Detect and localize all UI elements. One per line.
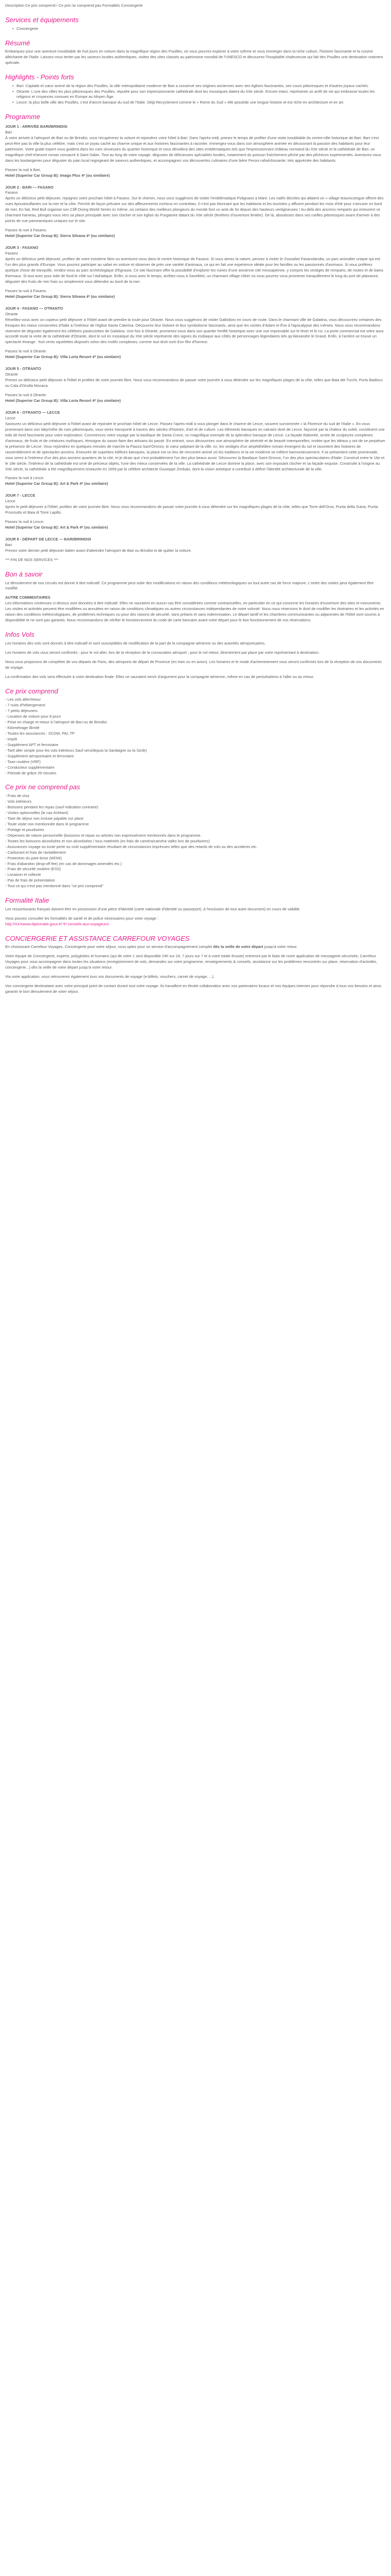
day-block: [5, 366, 386, 404]
day-text: Après un délicieux petit déjeuner, profitez de votre troisième libre ou aventurez-vous dans le centre historique de Fasano. Si vous aimez la nature, pensez à visiter le Zoosafari Fasanolandia, un parc animalier unique qui est l'un des plus grands d'Europe. Vous pourrez participer au safari en voiture et observer de près une variété d'animaux, ce qui en fait une expérience idéale pour les familles ou les passionnés d'animaux. Si vous préférez quelque chose de tranquille, rendez-vous au parc archéologique d'Egnazia. Ce site fascinant offre la possibilité d'explorer les ruines d'une ancienne cité messapienne, y compris les vestiges de remparts, de routes et de bains thermaux. Si tout avec pour toile de fond le côté sur l'Adriatique. Enfin, si vous avez le temps, arrêtez-vous à Savelletri, un charmant village côtier où vous pourrez vous promener tranquillement le long du port de plaisance, déguster des fruits de mer frais ou simplement vous détendre au bord de la mer.: [5, 257, 383, 284]
list-item: - Kilométrage illimité: [5, 725, 40, 730]
tab-navigation[interactable]: Description Ce prix comprend / Ce prix ne comprend pas Formalités Conciergerie: [5, 3, 143, 8]
day-place: Otrante: [5, 311, 18, 316]
list-item: - Toutes les assurances : SCDW, PAI, TP: [5, 731, 75, 736]
day-note: Passez la nuit à Lecce.: [5, 476, 45, 481]
day-title: JOUR 4 - FASANO — OTRANTO: [5, 306, 63, 311]
page: [0, 0, 391, 1009]
excludes-list: [5, 793, 386, 889]
list-item: - Supplément aéroportuaire et ferroviaire: [5, 753, 74, 758]
formalities-text: Vous pouvez consulter les formalités de santé et de police nécessaires pour votre voyage : http://XXXwww.diplomatie.gouv.fr/ fr/ conseils-aux-voyageurs/: [5, 916, 159, 926]
day-place: Bari: [5, 543, 12, 548]
list-item: - Dépenses de nature personnelle (boissons et repas ou articles non expressément mentionnés dans le programme.: [5, 833, 202, 838]
list-item: • Conciergerie: [12, 26, 386, 32]
excludes-title: Ce prix ne comprend pas: [5, 783, 80, 791]
services-title: Services et équipements: [5, 15, 79, 24]
includes-title: Ce prix comprend: [5, 687, 58, 695]
bon-a-savoir-text: Le déroulement de nos circuits est donné à titre indicatif. Ce programme peut subir des modifications en raison des conditions météorologiques ou tout autre cas de force majeure. L'ordre des visites peut également être modifié.: [5, 580, 374, 591]
list-item: - Toute visite non mentionnée dans le programme: [5, 821, 89, 826]
list-item: - Carburant et frais de ravitaillement: [5, 850, 66, 855]
day-hotel: Hotel (Superior Car Group B): Imago Plus 4* (ou similaire): [5, 173, 110, 178]
concierge-text: En choisissant Carrefour Voyages, Conciergerie pour votre séjour, vous optez pour un service d'accompagnement complet dès la veille de votre départ jusqu'à votre retour.: [5, 944, 298, 950]
day-title: JOUR 3 - FASANO: [5, 245, 39, 250]
other-comments-title: AUTRE COMMENTAIRES: [5, 595, 51, 600]
day-title: JOUR 7 - LECCE: [5, 493, 36, 498]
list-item: - Boissons pendant les repas (sauf indication contraire): [5, 804, 99, 809]
day-hotel: Hotel (Superior Car Group B): Art & Park 4* (ou similaire): [5, 525, 108, 530]
day-place: Otrante: [5, 372, 18, 377]
day-note: Passez la nuit à Lecce.: [5, 519, 45, 524]
day-hotel: Hotel (Superior Car Group B): Villa Loria Resort 4* (ou similaire): [5, 398, 121, 403]
list-item: • Bari: Capitale et cœur animé de la région des Pouilles, la ville métropolitaine moderne de Bari a conservé ses origines anciennes avec ses églises fascinantes, ses cours pittoresques et d'autres joyaux cachés.: [12, 83, 386, 89]
formalities-link[interactable]: http://XXXwww.diplomatie.gouv.fr/ fr/ conseils-aux-voyageurs/: [5, 921, 109, 926]
concierge-text: Votre équipe de Conciergerie, experts, polyglottes et humains (qui de votre 1 seul disponible 24h sur 24, 7 jours sur 7 et à votre totale écoute) entreront par le biais de notre application de messagerie sécurisée, Carrefour Voyages pour vous accompagner dans toutes les situations (enregistrement de vols, demandes sur votre programme, renseignements & conseils, assistance sur les problèmes rencontrés sur place, réservation d'activités, conciergerie...) dès la veille de votre départ jusqu'à votre retour.: [5, 954, 378, 970]
concierge-title: CONCIERGERIE ET ASSISTANCE CARREFOUR VOYAGES: [5, 934, 190, 942]
concierge-text: Via votre application, vous retrouverez également tous vos documents de voyage (e-billets, vouchers, carnet de voyage, ...).: [5, 974, 215, 979]
list-item: - Prise en charge et retour à l'aéroport de Bari ou de Brindisi: [5, 719, 107, 724]
formalities-text: Les ressortissants français doivent être en possession d'une pièce d'identité (carte nationale d'identité ou passeport), à l'exclusion de tout autre document) en cours de validité.: [5, 906, 301, 911]
services-list: [12, 26, 386, 32]
flight-info-text: Nous vous proposons de compléter de vos départs de Paris, des aéroports de départ de Province (en train ou en avion). Les horaires et le mode d'acheminement vous seront confirmés lors de la réception de vos documents de voyage.: [5, 659, 382, 670]
list-item: - Impôt: [5, 736, 17, 741]
list-item: - 7 petits déjeuners: [5, 708, 38, 714]
list-item: - Portage et pourboires: [5, 827, 44, 832]
day-block: [5, 306, 386, 361]
day-place: Fasano: [5, 190, 18, 195]
day-place: Lecce: [5, 499, 15, 504]
highlights-title: Highlights - Points forts: [5, 73, 74, 81]
list-item: • Otrante: L'une des villes les plus pittoresques des Pouilles, réputée pour son impressionnante cathédrale dont les mosaïques datent du XIIe siècle. Encore intact, représente un arrêt de vie qui embrasse toutes les religions et croyances connues en Europe au Moyen Âge.: [12, 89, 386, 100]
includes-list: [5, 697, 386, 776]
day-text: Prenez un délicieux petit déjeuner à l'hôtel et profitez de votre journée libre. Nous vous recommandons de passer votre journée à vous détendre sur les magnifiques plages de la côte, telles que Baia dei Turchi, Porto Badisco ou Cala d'Orsilla Monaca.: [5, 378, 383, 388]
resume-title: Résumé: [5, 39, 30, 47]
resume-text: Embarquez pour une aventure inoubliable de huit jours en voiture dans la magnifique région des Pouilles, où vous pourrez explorer à votre rythme et vous immerger dans la riche culture, l'histoire fascinante et la cuisine alléchante de l'Italie. Laissez-vous tenter par les saveurs locales authentiques, visitez des sites classés au patrimoine mondial de l'UNESCO et découvrez l'hospitalité chaleureuse qui fait des Pouilles une destination vraiment spéciale.: [5, 49, 383, 65]
list-item: - Frais de sécurité routière (ESS): [5, 867, 61, 872]
day-block: [5, 537, 386, 563]
list-item: - Toutes les boissons alcoolisées et non alcoolisées / tous matériels (ex frais de caméra/caméra vidéo lors de pourboires): [5, 838, 210, 843]
day-hotel: Hotel (Superior Car Group B): Sierra Silvana 4* (ou similaire): [5, 294, 115, 299]
day-block: [5, 493, 386, 531]
list-item: - Tout ce qui n'est pas mentionné dans "ce prix comprend": [5, 884, 104, 889]
day-title: JOUR 2 - BARI — FASANO: [5, 184, 54, 190]
day-hotel: Hotel (Superior Car Group B): Art & Park 4* (ou similaire): [5, 481, 108, 486]
programme-title: Programme: [5, 113, 40, 121]
list-item: - Assurances voyage ou toute perte ou coût supplémentaire résultant de circonstances imprévues telles que des retards de vols ou des accidents etc.: [5, 844, 257, 849]
flight-info-text: Les horaires des vols sont donnés à titre indicatif et sont susceptibles de modification de la part de la compagnie aérienne ou des autorités aéroportuaires.: [5, 640, 266, 646]
list-item: - Supplément APT et ferroviaire: [5, 742, 58, 747]
day-text: Prenez votre dernier petit déjeuner italien avant d'atteindre l'aéroport de Bari ou Brindisi et de quitter la voiture.: [5, 548, 192, 553]
day-title: JOUR 5 - OTRANTO: [5, 366, 41, 371]
day-note: Passez la nuit à Bari.: [5, 167, 41, 172]
list-item: - Frais d'abandon (drop-off fee) (en cas de dommages amendés etc.): [5, 861, 122, 866]
flight-info-text: Les horaires de vols vous seront confirmés : pour le vol aller, lors de la réception de la convocation aéroport ; pour le vol retour, directement par place par votre représentant à destination.: [5, 650, 320, 655]
day-place: Fasano: [5, 251, 18, 256]
day-note: Passez la nuit à Otrante.: [5, 393, 47, 398]
concierge-text: Vos conciergerie destinataire avec votre principal point de contact durant tout votre voyage. Ils travaillent en étroite collaboration avec nos partenaires locaux et nos équipes internes pour répondre à tous vos besoins et ainsi, garantir le bon déroulement de votre séjour.: [5, 984, 382, 994]
bon-a-savoir-title: Bon à savoir: [5, 570, 43, 578]
day-text: Après le petit déjeuner à l'hôtel, profitez de votre journée libre. Nous vous recommandons de passer votre journée à vous détendre sur les magnifiques plages de la côte, telles que Torre dell'Orso, Punta della Suina, Punta Prosciutto et Baia di Torre Lapillo.: [5, 504, 378, 515]
day-note: Passez la nuit à Fasano.: [5, 288, 47, 293]
flight-info-title: Infos Vols: [5, 631, 35, 639]
flight-info-text: La confirmation des vols sera effectuée à votre destination finale. Elles ne sauraient servir d'argument pour la compagnie aérienne, même en cas de perturbations à l'aller ou au retour.: [5, 674, 314, 679]
list-item: - Vols intérieurs: [5, 799, 31, 804]
list-item: - Visites optionnelles (le cas échéant): [5, 810, 69, 815]
day-block: [5, 410, 386, 487]
end-note: *** FIN DE NOS SERVICES ***: [5, 557, 58, 562]
day-title: JOUR 6 - OTRANTO — LECCE: [5, 410, 60, 415]
day-place: Bari: [5, 129, 12, 134]
list-item: • Lecce: la plus belle ville des Pouilles, c'est d'ancre baroque du sud de l'Italie. Déjà Recyclement comme le « Rome du Sud » elle possède une longue histoire et est riche en architecture et en art.: [12, 100, 386, 106]
day-hotel: Hotel (Superior Car Group B): Villa Loria Resort 4* (ou similaire): [5, 354, 121, 360]
list-item: - Livraison et collecte: [5, 872, 41, 877]
list-item: - Taxe routière (VRF): [5, 759, 41, 764]
list-item: - Tarif aller simple pour les vols intérieurs Sauf vers/depuis la Sardaigne ou la Sicile): [5, 748, 147, 753]
day-text: Savourez un délicieux petit déjeuner à l'hôtel avant de rejoindre le prochain hôtel de Lecce. Passez l'après-midi à vous plonger dans le charme de Lecce, souvent surnommée « la Florence du sud de l'Italie ». En vous promenant dans son labyrinthe de rues pittoresques, vous serez transporté à travers des siècles d'histoire, d'art et de culture. Les éléments baroques en calcaire doré de Lecce, façonné par la chaleur du soleil, constituent une toile de fond fascinante pour votre exploration. Commencez votre voyage par la basilique de Santa Croce, un magnifique exemple de la splendeur baroque de Lecce. La façade élaborée, ornée de sculptures complexes d'animaux, de fruits et de créatures mythiques, témoigne du savoir-faire des artisans du passé. En entrant, vous découvrirez une atmosphère de sérénité et de beauté intemporelles, invitée que les idéaux y ont de se perpétuer la présence de Lecce. Vous rejoindrez en quelques minutes de marche la Piazza Sant'Oronzo, le cœur palpitant de la ville. Ici, les vestiges d'un amphithéâtre romain émergent du sol et racontent des histoires de rassemblement et de spectacles anciens. Entourée de superbes édifices baroques, la place est un lieu de rencontre animé où les traditions et la vie moderne se mêlent harmonieusement. Il se présentent cette promenade, vous serez à l'intérieur d'un des plus anciens quartiers de la cité, et je dirais que c'est probablement l'un des plus beaux aussi. Découvrez la Basilique Saint-Oronce, l'un des plus spectaculaires d'Italie. Construit entre le 16e et le 18e siècle, l'intérieur de la cathédrale est orné de précieux objets, l'une des mieux conservées de la ville. La cathédrale de Lecce domine la place, avec son imposant clocher et sa façade exquise. Construite à l'origine au XIIe siècle, la cathédrale a été magnifiquement restaurée en 1659 par le célèbre architecte Giuseppe Zimbalo, dont la vision artistique a contribué à définir l'identité architecturale de la ville.: [5, 421, 385, 471]
day-block: [5, 245, 386, 300]
highlights-list: [12, 83, 386, 106]
list-item: - 7 nuits d'hébergement: [5, 703, 45, 708]
list-item: - Taxe de séjour non incluse payable sur place: [5, 816, 84, 821]
list-item: - Période de grâce 29 minutes: [5, 770, 57, 775]
day-note: Passez la nuit à Otrante.: [5, 349, 47, 354]
day-text: À votre arrivée à l'aéroport de Bari ou de Brindisi, vous récupérerez la voiture et rejoindrez votre hôtel à Bari. Dans l'après-midi, prenez le temps de profiter d'une visite inoubliable du centre-ville historique de Bari. Bari n'est peut-être pas la ville la plus célèbre, mais c'est un joyau caché au charme unique et aux histoires fascinantes à raconter. Immergez-vous dans son atmosphère animée en découvrant la passion des habitants pour leur patrimoine. Votre guide expert vous guidera dans les rues sinueuses du quartier historique et vous dévoilera des sites emblématiques tels que l'impressionnant château normand du XIIe siècle et la cathédrale de Bari, un magnifique chef-d'œuvre roman consacré à Saint Sabin. Tout au long de votre voyage, dégustez de délicieuses spécialités locales, notamment du poisson fraîchement pêché par des pêcheurs expérimentés. Aventurez-vous dans les boulangeries pour déguster du pain local regorgeant de saveurs authentiques, et accompagnez vos découvertes culinaires d'une bière Peroni rafraîchissante, très appréciée des habitants.: [5, 135, 381, 163]
list-item: - Pas de frais de présentation: [5, 878, 55, 883]
list-item: - Location de voiture pour 8 jours: [5, 714, 61, 719]
formalities-title: Formalité Italie: [5, 896, 50, 905]
day-title: JOUR 1 - ARRIVÉE BARI/BRINDISI: [5, 124, 68, 129]
list-item: - Protection du pare-brise (WDW): [5, 855, 62, 860]
day-note: Passez la nuit à Fasano.: [5, 228, 47, 233]
day-hotel: Hotel (Superior Car Group B): Sierra Silvana 4* (ou similaire): [5, 233, 115, 239]
day-place: Lecce: [5, 415, 15, 420]
list-item: - Frais de visa: [5, 793, 29, 799]
list-item: - Les vols aller/retour: [5, 697, 41, 702]
other-comments-text: Les informations contenues ci-dessus sont données à titre indicatif. Elles ne sauraient en aucun cas être considérées comme contractuelles, en particulier en ce qui concerne les horaires d'ouverture des sites et monuments. Les visites et activités peuvent être modifiées ou annulées en raison de conditions climatiques ou autres circonstances indépendantes de notre volonté. Nous nous réservons le droit de modifier les itinéraires et les activités en raison des conditions météorologiques, de problèmes techniques ou pour des raisons de sécurité, sans préavis et sans indemnisation. Le départ tardif et les chambres communicantes ou adjacentes de l'hôtel sont soumis à disponibilité et ne sont pas garantis. Nous recommandons de vérifier le fonctionnement du code de carte bancaire avant votre départ pour le bon fonctionnement de vos réservations.: [5, 601, 384, 623]
day-title: JOUR 8 - DÉPART DE LECCE — BARI/BRINDISI: [5, 537, 91, 542]
day-text: Réveillez-vous avec un copieux petit déjeuner à l'hôtel avant de prendre la route pour Otrante. Nous vous suggérons de visiter Gallodoro en cours de route. Dans le charmant ville de Galatina, vous découvrirez certaines des fresques les mieux conservées d'Italie à l'intérieur de l'église Santa Caterina. Découvrez leur histoire et leur symbolisme fascinants, ainsi que les contes d'Adam et Ève à l'apocalypse des mêmes. Nous vous recommandons vivement de déguster également les célèbres pasticciottos de Galatina. Une fois à Otrante, promenez-vous dans son quartier fortifié historique avec une vue imprenable sur le lever et le roi. La porte commercial est votre aura accordé toute la virée de la cathédrale d'Otrante, dont le sol en mosaïque du XIIe siècle représente des signes du zodiaque aux côtés de personnages légendaires tels qu'Alexandre le Grand. Enfin, à l'arrière se trouve un spectacle étrange : huit cents squelettes disposés selon des motifs complexes, comme tout droit sorti d'un film d'horreur.: [5, 317, 384, 345]
list-item: - Conducteur supplémentaire: [5, 765, 55, 770]
day-text: Après un délicieux petit déjeuner, rejoignez votre prochain hôtel à Fasano. Sur le chemin, nous vous suggérons de visiter l'emblématique Polignano a Mare. Les natifs décrites qui allaient un « village teaunicotogue offrent des vues époustouflantes sur la mer et la côte. Perché de façon précaire sur des affleurements rocheux en contrebas, il n'est pas étonnant que les habitants et les touristes y affluent pendant les mois d'été pour s'amuser en bord de mer. En fait, Red Bull organise son Cliff Diving World Series ici même, où certains des meilleurs plongeurs du monde font un acte de foi depuis des hauteurs vertigineuses ! Au-delà des ancrens remparts qui entourent ce charmant hameau, plongez-vous vers sa place principale avec son clocher et son église du Purgatoire datant du XIIe siècle (fenêtres d'ouverture limitée). De là, aboutissez dans ses ruelles pittoresques avant d'arriver à des points de vue panoramiques uniques sur le site.: [5, 196, 384, 224]
day-block: [5, 185, 386, 240]
day-block: [5, 124, 386, 179]
